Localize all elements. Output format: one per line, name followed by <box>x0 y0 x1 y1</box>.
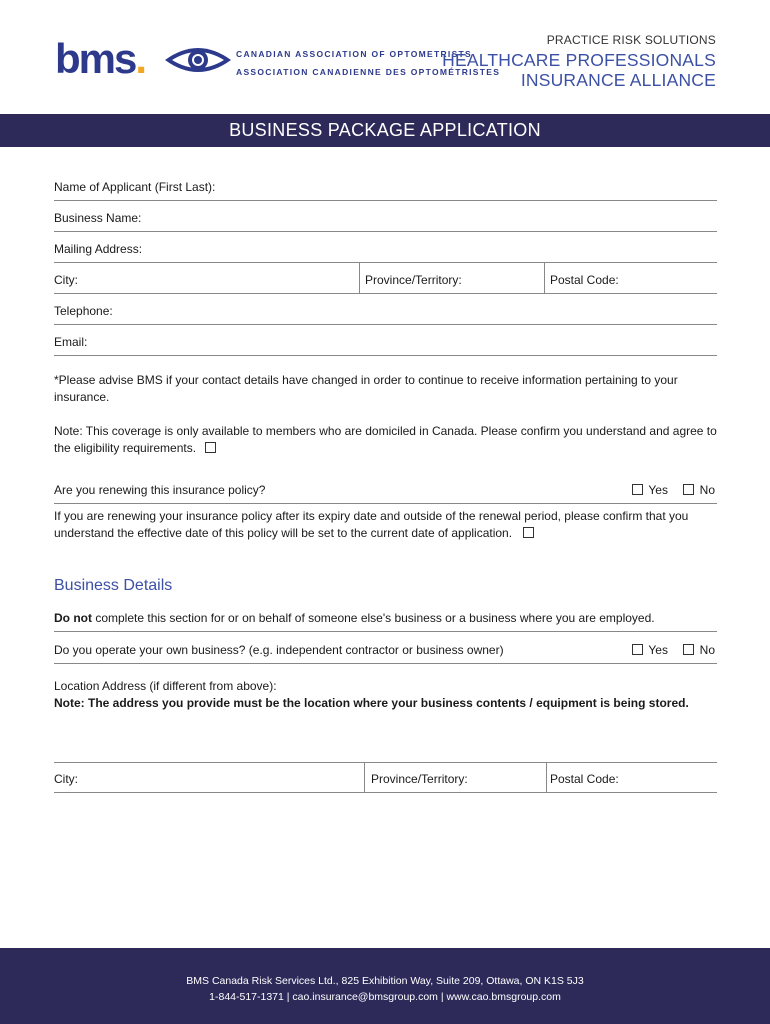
renewal-expiry-text: If you are renewing your insurance policy after its expiry date and outside of the renewal period, please confirm that you understand the effective date of this policy will be set to the current date of application. <box>54 509 689 540</box>
eligibility-checkbox[interactable] <box>205 442 216 453</box>
field-divider <box>546 762 547 793</box>
cao-line-fr: ASSOCIATION CANADIENNE DES OPTOMÉTRISTES <box>236 67 501 77</box>
practice-risk-solutions: PRACTICE RISK SOLUTIONS <box>546 33 716 47</box>
business-province-label[interactable]: Province/Territory: <box>371 772 468 786</box>
mailing-address-label: Mailing Address: <box>54 242 143 256</box>
own-business-row <box>54 632 717 664</box>
own-business-options <box>632 643 717 657</box>
business-city-label[interactable]: City: <box>54 772 78 786</box>
location-address-label: Location Address (if different from above): <box>54 679 277 693</box>
bms-logo-dot: . <box>135 35 146 82</box>
business-name-label: Business Name: <box>54 211 142 225</box>
location-address-note: Note: The address you provide must be the location where your business contents / equipment is being stored. <box>54 696 689 710</box>
business-details-heading: Business Details <box>54 577 173 594</box>
email-label: Email: <box>54 335 88 349</box>
renewal-expiry-checkbox[interactable] <box>523 527 534 538</box>
renewal-yes-checkbox[interactable] <box>632 484 643 495</box>
renewal-no-checkbox[interactable] <box>683 484 694 495</box>
business-city-top-rule <box>54 762 717 763</box>
field-divider <box>544 263 545 294</box>
hpia-line-1: HEALTHCARE PROFESSIONALS <box>442 50 716 70</box>
bms-logo <box>55 35 146 82</box>
cao-eye-icon <box>163 42 233 78</box>
business-warning-text: complete this section for or on behalf of someone else's business or a business where you are employed. <box>92 611 655 625</box>
eligibility-note <box>54 423 717 457</box>
hpia-block <box>442 33 716 90</box>
own-business-no-checkbox[interactable] <box>683 644 694 655</box>
field-divider <box>364 762 365 793</box>
eligibility-note-text: Note: This coverage is only available to members who are domiciled in Canada. Please confirm you understand and agree to the eligibility requirements. <box>54 424 717 455</box>
own-business-question: Do you operate your own business? (e.g. independent contractor or business owner) <box>54 643 504 657</box>
business-warning-bold: Do not <box>54 611 92 625</box>
telephone-field[interactable] <box>54 294 717 325</box>
renewal-expiry-note <box>54 508 717 542</box>
contact-advise-note: *Please advise BMS if your contact details have changed in order to continue to receive information pertaining to your insurance. <box>54 373 678 404</box>
footer-contact[interactable]: 1-844-517-1371 | cao.insurance@bmsgroup.com | www.cao.bmsgroup.com <box>209 991 561 1003</box>
own-business-yes-label: Yes <box>648 643 668 657</box>
business-warning <box>54 611 655 625</box>
email-field[interactable] <box>54 325 717 356</box>
bms-logo-text: bms <box>55 35 136 82</box>
renewal-question: Are you renewing this insurance policy? <box>54 483 266 497</box>
applicant-name-label: Name of Applicant (First Last): <box>54 180 216 194</box>
field-divider <box>359 263 360 294</box>
page-title: BUSINESS PACKAGE APPLICATION <box>0 114 770 147</box>
page-header <box>0 0 770 114</box>
business-city-row <box>54 762 717 793</box>
business-warning-row <box>54 600 717 632</box>
city-label[interactable]: City: <box>54 273 78 287</box>
hpia-line-2: INSURANCE ALLIANCE <box>520 70 716 90</box>
business-postal-label[interactable]: Postal Code: <box>550 772 619 786</box>
renewal-question-row <box>54 474 717 504</box>
location-address-field[interactable] <box>54 678 717 712</box>
renewal-yes-label: Yes <box>648 483 668 497</box>
mailing-address-field[interactable] <box>54 232 717 263</box>
own-business-yes-checkbox[interactable] <box>632 644 643 655</box>
cao-line-en: CANADIAN ASSOCIATION OF OPTOMETRISTS <box>236 49 473 59</box>
renewal-no-label: No <box>699 483 715 497</box>
applicant-name-field[interactable] <box>54 170 717 201</box>
own-business-no-label: No <box>699 643 715 657</box>
province-label[interactable]: Province/Territory: <box>365 273 462 287</box>
renewal-options <box>632 483 717 497</box>
postal-code-label[interactable]: Postal Code: <box>550 273 619 287</box>
footer-address: BMS Canada Risk Services Ltd., 825 Exhibition Way, Suite 209, Ottawa, ON K1S 5J3 <box>186 975 584 987</box>
city-province-postal-row <box>54 263 717 294</box>
telephone-label: Telephone: <box>54 304 113 318</box>
page-footer <box>0 948 770 1024</box>
business-name-field[interactable] <box>54 201 717 232</box>
